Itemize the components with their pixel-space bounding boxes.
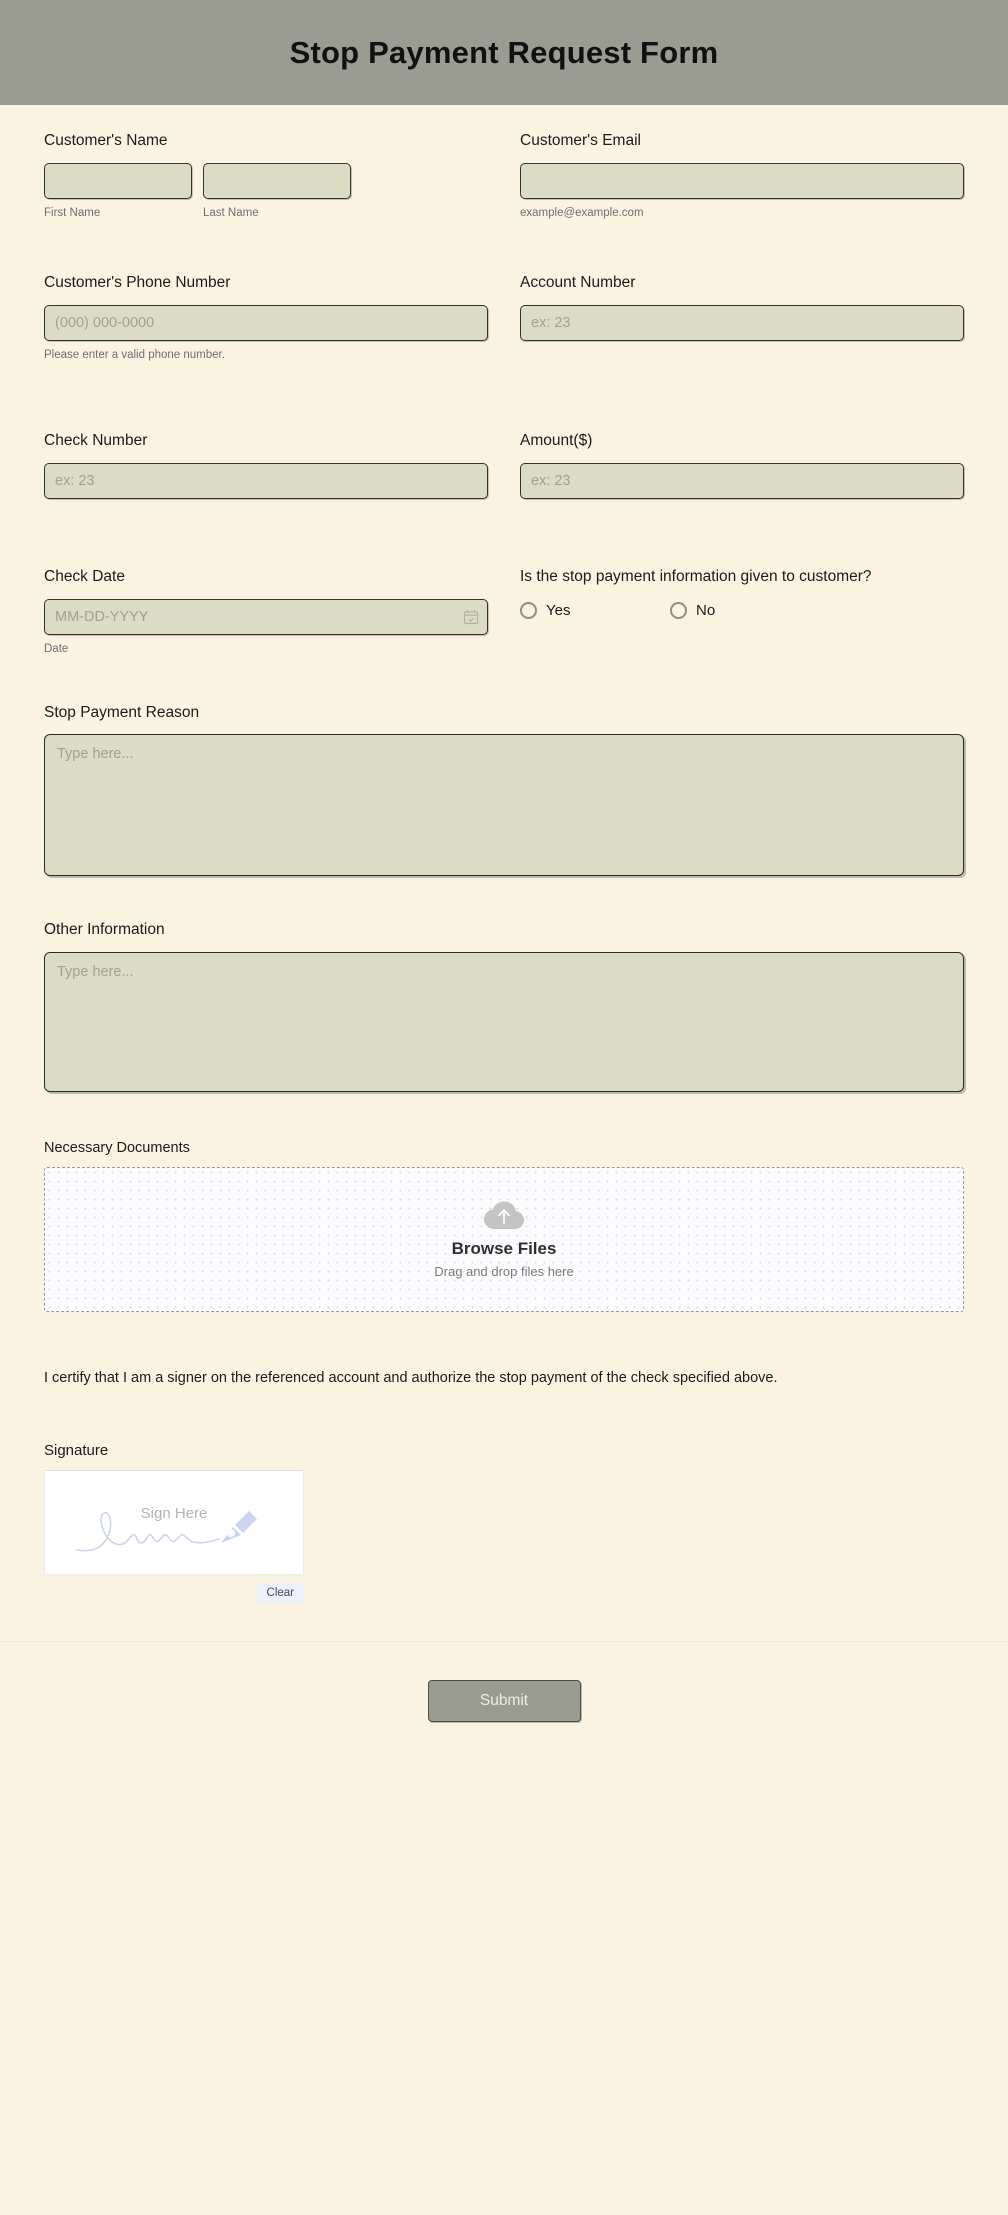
info-given-label: Is the stop payment information given to customer?: [520, 567, 872, 585]
customer-name-label: Customer's Name: [44, 132, 168, 149]
pen-nib-icon: [221, 1511, 257, 1543]
radio-label-no: No: [696, 601, 716, 619]
row-phone-account: [44, 247, 964, 363]
check-date-label: Check Date: [44, 567, 125, 585]
col-info-given: [520, 541, 964, 657]
browse-files-title[interactable]: Browse Files: [451, 1238, 557, 1258]
last-name-sublabel: Last Name: [203, 206, 259, 219]
first-name-cell: [44, 163, 192, 221]
file-upload-dropzone[interactable]: [44, 1167, 964, 1312]
field-check-number: [44, 431, 488, 499]
field-customer-name: [44, 131, 488, 221]
customer-name-inputs: [44, 163, 488, 221]
col-other-information: [44, 920, 964, 1092]
customer-phone-input[interactable]: [44, 305, 488, 341]
col-check-date: [44, 541, 488, 657]
necessary-documents-label: Necessary Documents: [44, 1140, 190, 1157]
amount-label: Amount($): [520, 431, 593, 449]
row-check-amount: [44, 405, 964, 499]
signature-pad[interactable]: [44, 1470, 304, 1575]
account-number-input[interactable]: [520, 305, 964, 341]
radio-circle-yes[interactable]: [520, 602, 537, 619]
check-number-label: Check Number: [44, 431, 148, 449]
form-body: [0, 105, 1008, 1603]
submit-button[interactable]: Submit: [428, 1680, 581, 1722]
col-customer-email: [520, 105, 964, 221]
signature-section: [44, 1442, 964, 1603]
form-header: [0, 0, 1008, 105]
col-customer-name: [44, 105, 488, 221]
field-account-number: [520, 273, 964, 341]
form-footer: [0, 1641, 1008, 1774]
first-name-sublabel: First Name: [44, 206, 101, 219]
radio-label-yes: Yes: [546, 601, 571, 619]
account-number-label: Account Number: [520, 273, 636, 291]
col-account-number: [520, 247, 964, 363]
col-necessary-documents: [44, 1140, 964, 1312]
radio-circle-no[interactable]: [670, 602, 687, 619]
last-name-cell: [203, 163, 351, 221]
customer-email-label: Customer's Email: [520, 132, 641, 149]
field-other-information: [44, 920, 964, 1092]
field-customer-email: [520, 131, 964, 221]
field-customer-phone: [44, 273, 488, 363]
amount-input[interactable]: [520, 463, 964, 499]
drag-drop-text: Drag and drop files here: [434, 1263, 574, 1279]
signature-label: Signature: [44, 1441, 109, 1459]
radio-option-yes[interactable]: [520, 602, 670, 619]
col-stop-payment-reason: [44, 703, 964, 877]
col-amount: [520, 405, 964, 499]
customer-email-input[interactable]: [520, 163, 964, 199]
page-title: Stop Payment Request Form: [289, 34, 719, 70]
other-information-label: Other Information: [44, 921, 165, 939]
signature-scribble-icon: [45, 1471, 304, 1575]
first-name-input[interactable]: [44, 163, 192, 199]
last-name-input[interactable]: [203, 163, 351, 199]
signature-clear-button[interactable]: Clear: [257, 1583, 304, 1603]
col-customer-phone: [44, 247, 488, 363]
field-stop-payment-reason: [44, 703, 964, 877]
cloud-upload-icon: [483, 1201, 525, 1231]
check-date-wrapper: [44, 599, 488, 635]
signature-clear-row: [44, 1583, 304, 1603]
check-date-sublabel: Date: [44, 642, 69, 655]
certification-text: I certify that I am a signer on the referenced account and authorize the stop payment of the check specified above.: [44, 1370, 778, 1387]
field-amount: [520, 431, 964, 499]
sign-here-placeholder: Sign Here: [140, 1504, 208, 1522]
row-name-email: [44, 105, 964, 221]
row-date-question: [44, 541, 964, 657]
radio-option-no[interactable]: [670, 602, 820, 619]
check-number-input[interactable]: [44, 463, 488, 499]
customer-phone-sublabel: Please enter a valid phone number.: [44, 348, 225, 361]
col-check-number: [44, 405, 488, 499]
stop-payment-reason-label: Stop Payment Reason: [44, 703, 200, 721]
field-check-date: [44, 567, 488, 657]
customer-phone-label: Customer's Phone Number: [44, 273, 231, 291]
info-given-radio-group: [520, 602, 964, 619]
other-information-textarea[interactable]: [44, 952, 964, 1092]
check-date-input[interactable]: [44, 599, 488, 635]
customer-email-sublabel: example@example.com: [520, 206, 644, 219]
stop-payment-reason-textarea[interactable]: [44, 734, 964, 876]
field-info-given: [520, 567, 964, 619]
